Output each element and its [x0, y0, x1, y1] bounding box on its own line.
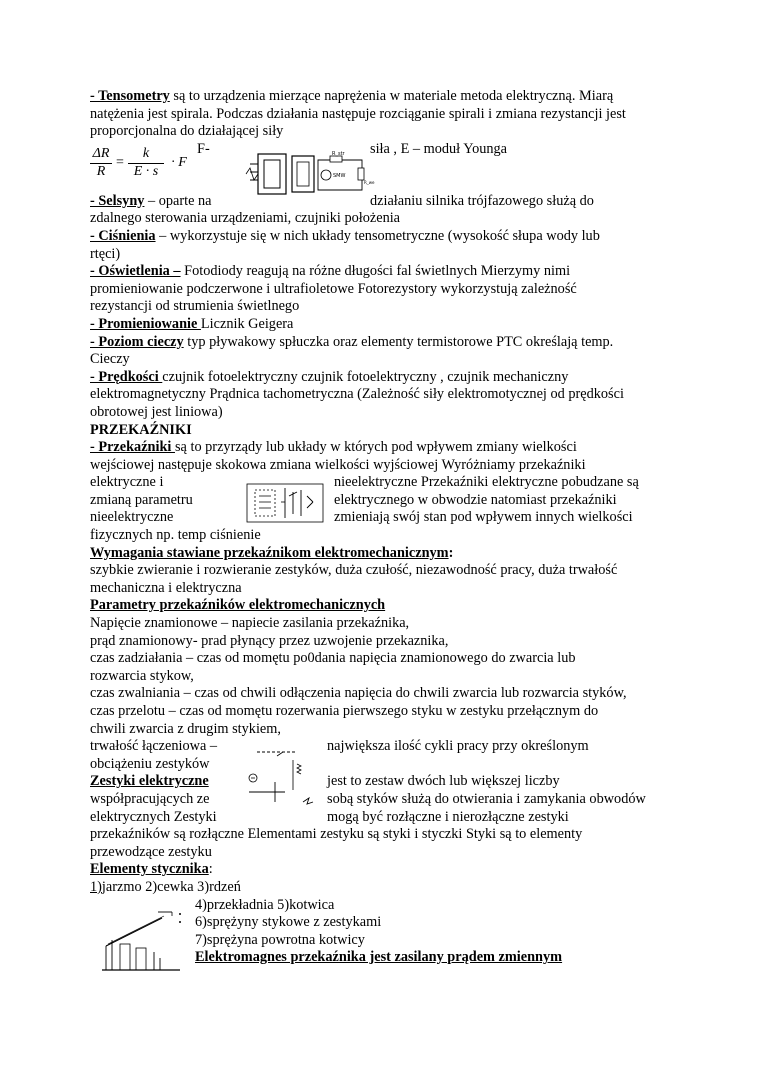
cisnienia-line-2: rtęci): [90, 245, 121, 262]
parametry-line-1: Napięcie znamionowe – napiecie zasilania przekaźnika,: [90, 615, 410, 632]
zestyki-line-1: jest to zestaw dwóch lub większej liczby: [327, 773, 560, 790]
przekazniki-line-6: fizycznych np. temp ciśnienie: [90, 527, 261, 544]
oswietlenia-line-1: Fotodiody reagują na różne długości fal świetlnych Mierzymy nimi: [180, 263, 571, 280]
elementy-line-5: Elektromagnes przekaźnika jest zasilany prądem zmiennym: [195, 949, 563, 966]
wymagania-colon: :: [448, 544, 454, 561]
tensometry-term: - Tensometry: [90, 88, 170, 104]
zestyki-line-3a: elektrycznych Zestyki: [90, 808, 217, 825]
predkosci-term: - Prędkości: [90, 368, 163, 385]
zestyki-line-5: przewodzące zestyku: [90, 843, 212, 860]
predkosci-line-1: czujnik fotoelektryczny czujnik fotoelektryczny , czujnik mechaniczny: [162, 368, 569, 385]
parametry-line-8a: trwałość łączeniowa –: [90, 738, 218, 755]
predkosci-line-2: elektromagnetyczny Prądnica tachometryczna (Zależność siły elektromotycznej od prędkości: [90, 386, 624, 403]
przekazniki-line-3a: elektryczne i: [90, 474, 164, 491]
cisnienia-line-1: – wykorzystuje się w nich układy tensometryczne (wysokość słupa wody lub: [155, 227, 600, 244]
zestyki-line-4: przekaźników są rozłączne Elementami zestyku są styki i styczki Styki są to elementy: [90, 826, 583, 843]
parametry-line-6: czas przelotu – czas od momętu rozerwania pierwszego styku w zestyku przełącznym do: [90, 703, 599, 719]
fig1-label-r: R_str: [332, 151, 345, 157]
selsyny-right: działaniu silnika trójfazowego służą do: [370, 192, 594, 209]
przekazniki-line-5b: zmieniają swój stan pod wpływem innych wielkości: [334, 509, 633, 526]
zestyki-line-2a: współpracujących ze: [90, 790, 210, 807]
elementy-line-3: 6)sprężyny stykowe z zestykami: [195, 914, 382, 931]
parametry-line-4: rozwarcia stykow,: [90, 667, 194, 684]
promieniowanie-rest: Licznik Geigera: [200, 315, 294, 332]
zestyki-line-3b: mogą być rozłączne i nierozłączne zestyki: [327, 808, 569, 825]
parametry-line-5: czas zwalniania – czas od chwili odłączenia napięcia do chwili zwarcia lub rozwarcia styków,: [90, 685, 627, 702]
elementy-line-1b: jarzmo 2)cewka 3)rdzeń: [101, 878, 241, 895]
selsyny-line-2: zdalnego sterowania urządzeniami, czujniki położenia: [90, 210, 401, 227]
przekazniki-line-5a: nieelektryczne: [90, 509, 174, 526]
selsyny-term: - Selsyny: [90, 192, 145, 209]
przekazniki-line-4a: zmianą parametru: [90, 491, 193, 508]
fig1-label-smw: SMW: [333, 173, 346, 179]
promieniowanie-term: - Promieniowanie: [90, 315, 201, 332]
formula-numerator-1: ΔR: [92, 146, 110, 161]
parametry-line-9: obciążeniu zestyków: [90, 755, 210, 772]
elementy-line-4: 7)sprężyna powrotna kotwicy: [195, 931, 365, 948]
przekazniki-line-4b: elektrycznego w obwodzie natomiast przekaźniki: [334, 491, 617, 508]
parametry-heading: Parametry przekaźników elektromechanicznych: [90, 597, 386, 614]
elementy-line-2: 4)przekładnia 5)kotwica: [195, 896, 335, 913]
elementy-heading: Elementy stycznika: [90, 861, 209, 878]
przekazniki-heading: PRZEKAŹNIKI: [90, 421, 192, 438]
document-page: [90, 88, 680, 967]
predkosci-line-3: obrotowej jest liniowa): [90, 403, 223, 420]
formula-f-label: F-: [197, 140, 210, 157]
poziom-term: - Poziom cieczy: [90, 333, 184, 350]
przekazniki-line-1: są to przyrządy lub układy w których pod wpływem zmiany wielkości: [174, 439, 577, 456]
selsyny-left: – oparte na: [144, 192, 212, 209]
oswietlenia-term: - Oświetlenia –: [90, 263, 181, 280]
formula-equals: =: [116, 155, 124, 170]
wymagania-line-2: mechaniczna i elektryczna: [90, 579, 242, 596]
parametry-line-7: chwili zwarcia z drugim stykiem,: [90, 720, 281, 737]
formula-denominator-1: R: [96, 164, 106, 179]
przekazniki-line-2: wejściowej następuje skokowa zmiana wielkości wyjściowej Wyróżniamy przekaźniki: [90, 456, 586, 473]
parametry-line-8b: największa ilość cykli pracy przy określonym: [327, 738, 589, 755]
parametry-line-2: prąd znamionowy- prad płynący przez uzwojenie przekaznika,: [90, 632, 449, 649]
przekazniki-line-3b: nieelektryczne Przekaźniki elektryczne pobudzane są: [334, 474, 639, 491]
poziom-line-2: Cieczy: [90, 351, 130, 368]
poziom-line-1: typ pływakowy spłuczka oraz elementy termistorowe PTC określają temp.: [183, 333, 614, 350]
przekazniki-term: - Przekaźniki: [90, 439, 175, 456]
tensometry-line-3: proporcjonalna do działającej siły: [90, 123, 284, 140]
oswietlenia-line-2: promieniowanie podczerwone i ultrafioletowe Fotorezystory wykorzystują zależność: [90, 280, 577, 297]
wymagania-line-1: szybkie zwieranie i rozwieranie zestyków, duża czułość, niezawodność pracy, duża trwałość: [90, 562, 618, 579]
formula-denominator-2: E · s: [133, 164, 159, 179]
zestyki-line-2b: sobą styków służą do otwierania i zamykania obwodów: [327, 790, 646, 807]
zestyki-heading: Zestyki elektryczne: [90, 773, 209, 790]
elementy-line-1a: 1): [90, 878, 102, 895]
parametry-line-3: czas zadziałania – czas od momętu po0dania napięcia znamionowego do zwarcia lub: [90, 650, 576, 667]
oswietlenia-line-3: rezystancji od strumienia świetlnego: [90, 298, 300, 315]
tensometry-line-2: natężenia jest spirala. Podczas działania następuje rozciąganie spirali i zmiana rezystancji jest: [90, 105, 626, 122]
elementy-colon: :: [208, 861, 213, 878]
fig1-label-rwe: R_we: [364, 180, 375, 185]
tensometry-line-1: są to urządzenia mierzące naprężenia w materiale metoda elektryczną. Miarą: [169, 88, 614, 104]
tensometry-force-label: siła , E – moduł Younga: [370, 140, 508, 157]
formula-tail: · F: [171, 155, 187, 170]
formula-numerator-2: k: [142, 146, 150, 161]
cisnienia-term: - Ciśnienia: [90, 227, 156, 244]
wymagania-heading: Wymagania stawiane przekaźnikom elektromechanicznym: [90, 544, 449, 561]
